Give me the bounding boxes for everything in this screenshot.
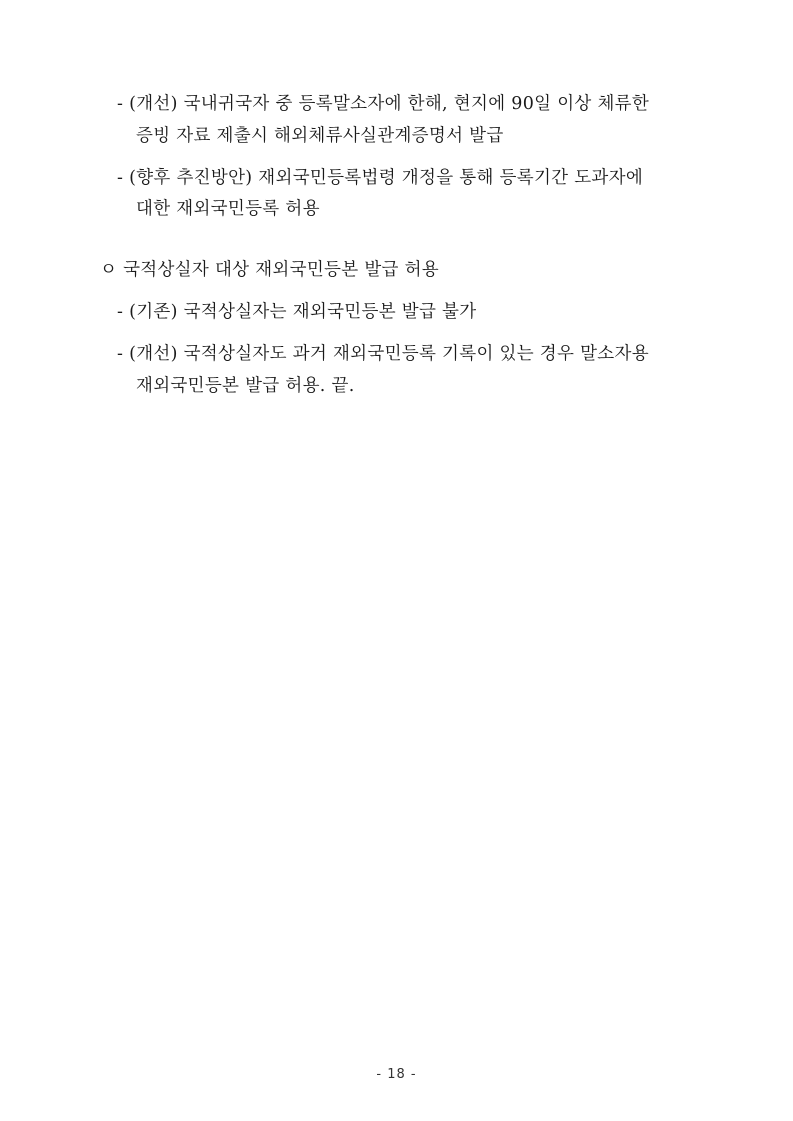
section-heading: ㅇ 국적상실자 대상 재외국민등본 발급 허용: [100, 260, 440, 280]
page-number: - 18 -: [376, 1067, 417, 1082]
improvement-item-line-1: - (개선) 국내귀국자 중 등록말소자에 한해, 현지에 90일 이상 체류한: [117, 94, 650, 114]
future-plan-item-line-1: - (향후 추진방안) 재외국민등록법령 개정을 통해 등록기간 도과자에: [117, 168, 644, 188]
improvement-item-2-line-1: - (개선) 국적상실자도 과거 재외국민등록 기록이 있는 경우 말소자용: [117, 344, 649, 364]
future-plan-item-line-2: 대한 재외국민등록 허용: [136, 199, 320, 219]
improvement-item-2-line-2: 재외국민등본 발급 허용. 끝.: [136, 376, 355, 396]
improvement-item-line-2: 증빙 자료 제출시 해외체류사실관계증명서 발급: [136, 126, 504, 146]
existing-item: - (기존) 국적상실자는 재외국민등본 발급 불가: [117, 302, 477, 322]
